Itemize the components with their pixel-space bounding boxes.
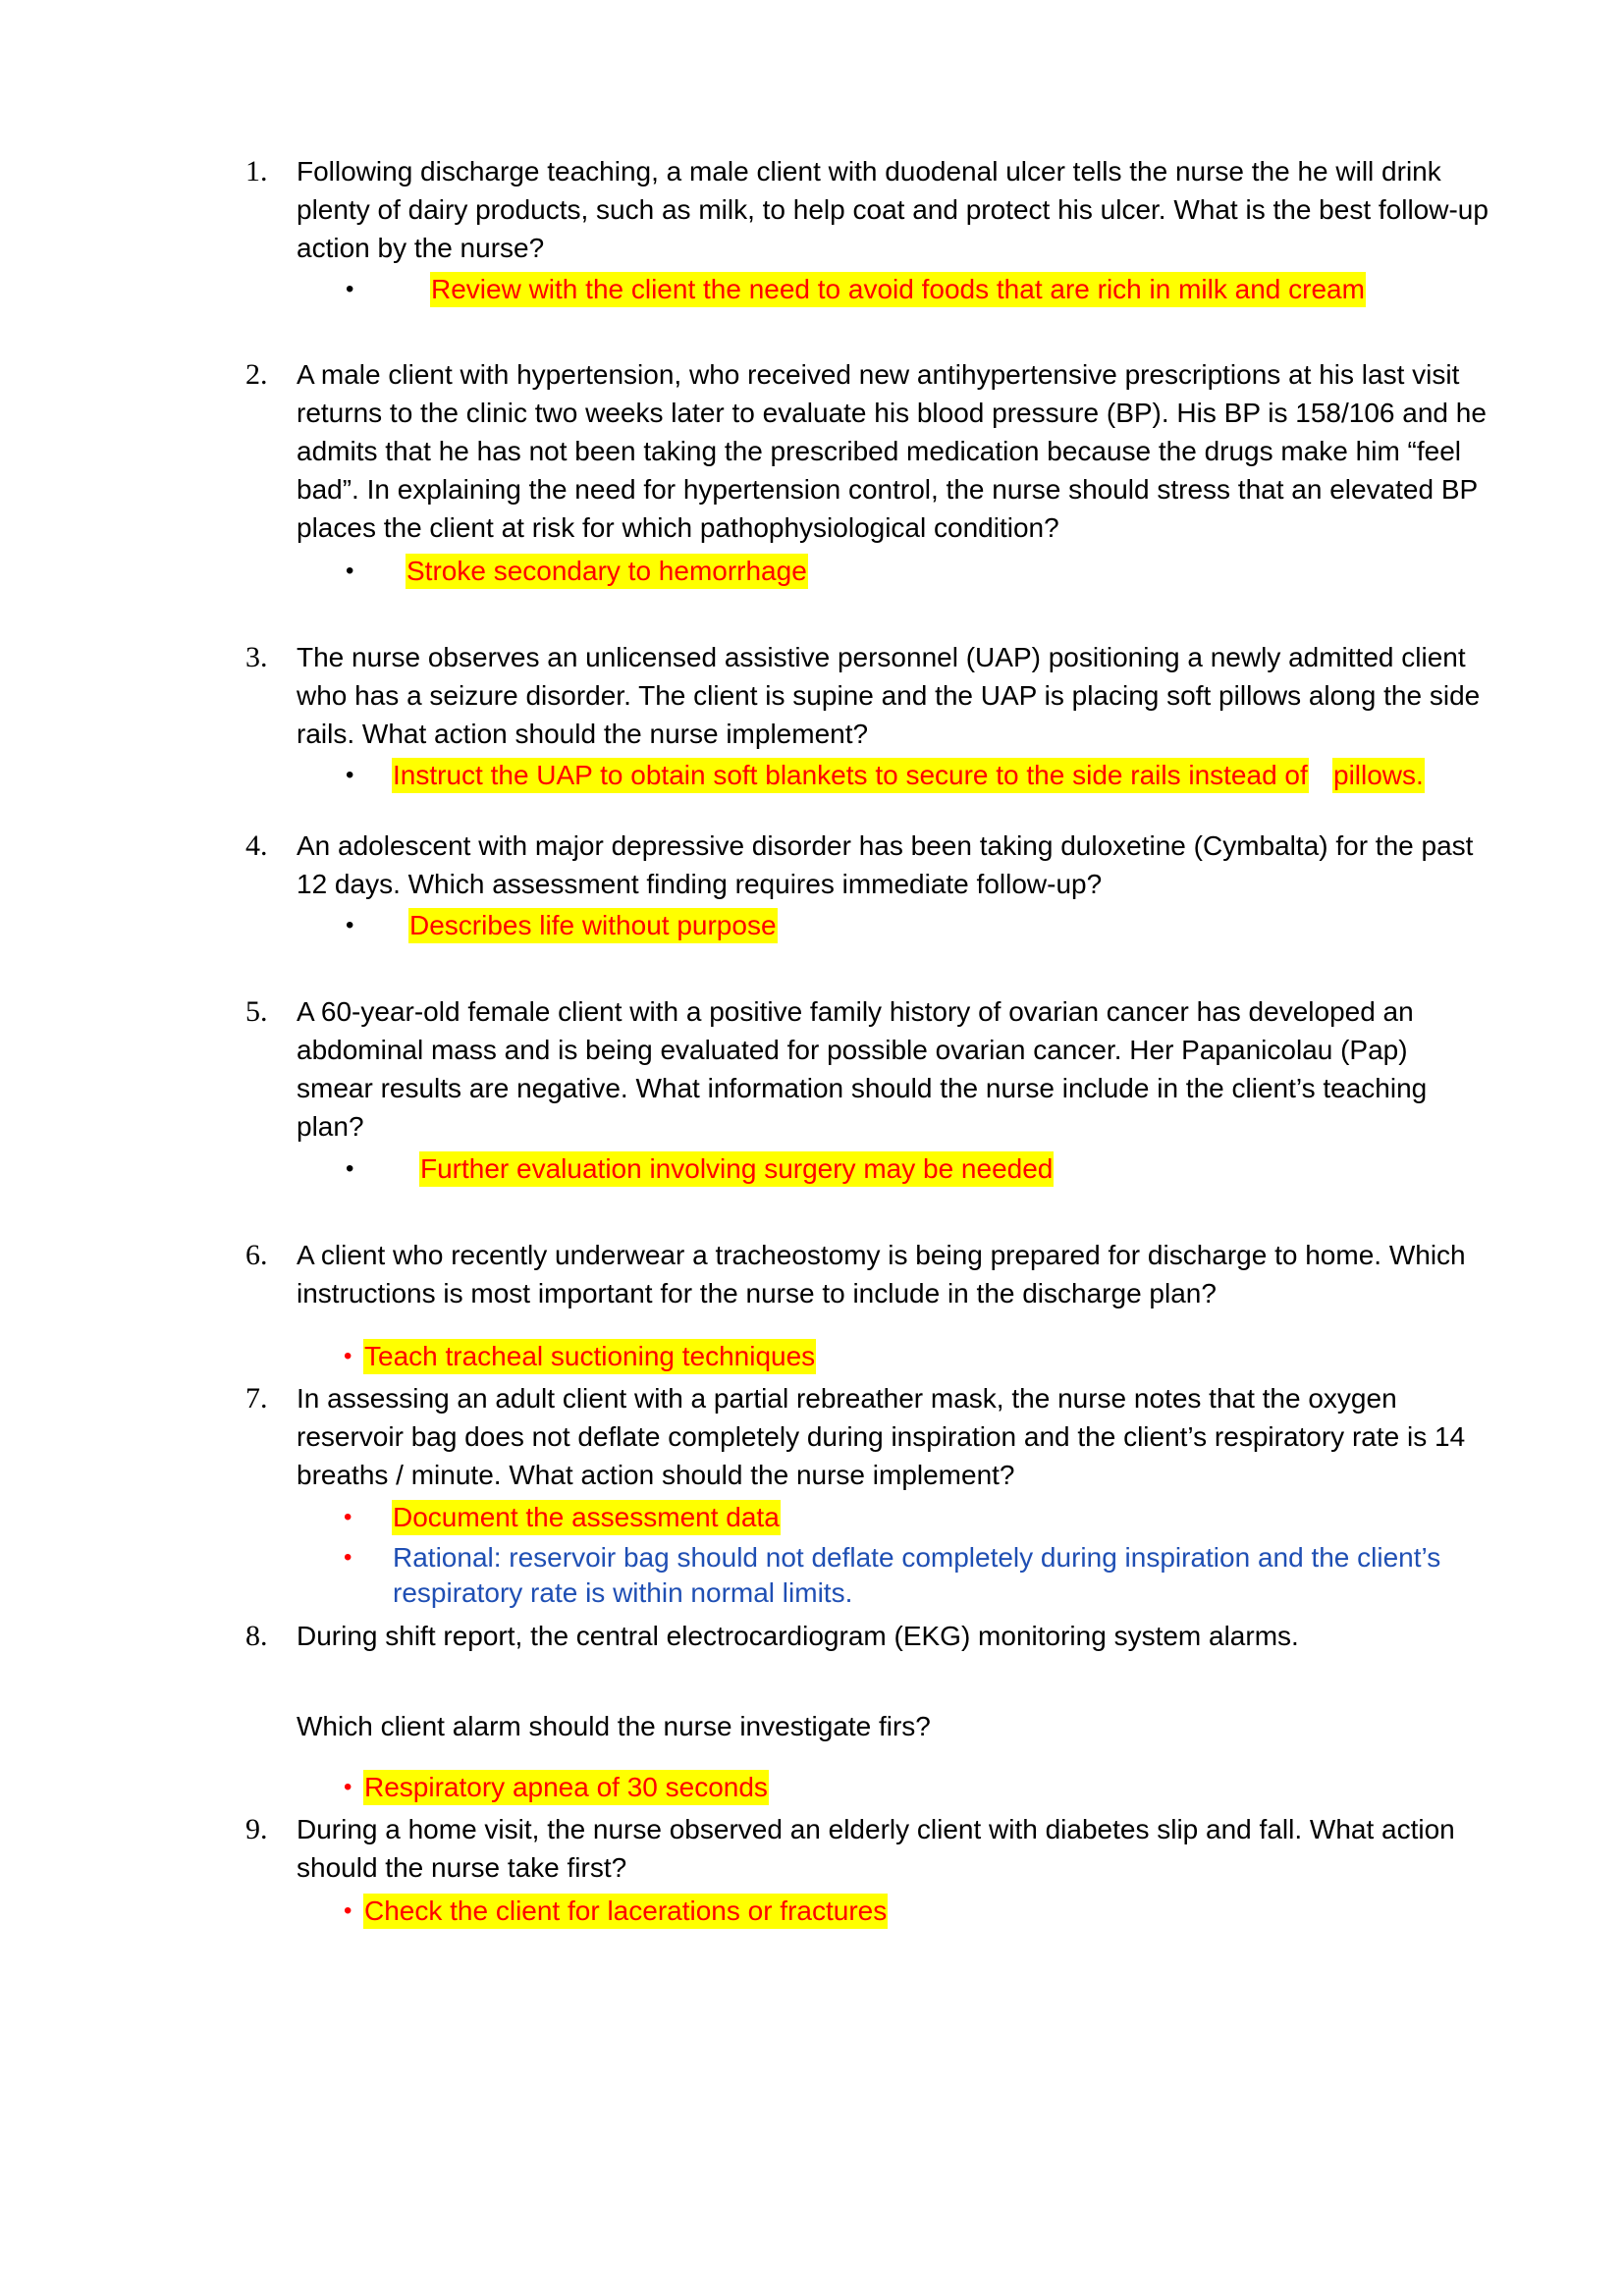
bullet-icon: • xyxy=(344,1343,352,1369)
bullet-icon: • xyxy=(346,762,354,788)
bullet-icon: • xyxy=(344,1504,352,1530)
question-number: 2. xyxy=(245,358,268,391)
question-number: 3. xyxy=(245,641,268,673)
question-text: During a home visit, the nurse observed an elderly client with diabetes slip and fall. What action should the nurse take first? xyxy=(297,1814,1455,1883)
question-text: A male client with hypertension, who received new antihypertensive prescriptions at his last visit returns to the clinic two weeks later to evaluate his blood pressure (BP). His BP is 158/106 and he admits that he has not been taking the prescribed medication because the drugs make him “feel bad”. In explaining the need for hypertension control, the nurse should stress that an elevated BP places the client at risk for which pathophysiological condition? xyxy=(297,359,1487,543)
question-number: 5. xyxy=(245,995,268,1028)
answer-text: Further evaluation involving surgery may be needed xyxy=(419,1151,1054,1187)
answer-text: Instruct the UAP to obtain soft blankets to secure to the side rails instead of xyxy=(392,758,1309,793)
answer-text: Respiratory apnea of 30 seconds xyxy=(363,1770,769,1805)
question-number: 6. xyxy=(245,1239,268,1271)
question-text: A 60-year-old female client with a positive family history of ovarian cancer has developed an abdominal mass and is being evaluated for possible ovarian cancer. Her Papanicolau (Pap) smear results are negative. What information should the nurse include in the client’s teaching plan? xyxy=(297,996,1428,1142)
question-text-followup: Which client alarm should the nurse investigate firs? xyxy=(297,1711,931,1741)
question-number: 7. xyxy=(245,1382,268,1415)
question-text: An adolescent with major depressive disorder has been taking duloxetine (Cymbalta) for the past 12 days. Which assessment finding requires immediate follow-up? xyxy=(297,830,1474,899)
bullet-icon: • xyxy=(344,1774,352,1800)
bullet-icon: • xyxy=(344,1544,352,1571)
question-number: 8. xyxy=(245,1620,268,1652)
answer-text: Check the client for lacerations or fractures xyxy=(363,1894,888,1929)
answer-text: Review with the client the need to avoid foods that are rich in milk and cream xyxy=(430,272,1366,307)
question-text: A client who recently underwear a tracheostomy is being prepared for discharge to home. Which instructions is most important for the nurse to include in the discharge plan? xyxy=(297,1240,1466,1308)
bullet-icon: • xyxy=(346,1155,354,1182)
answer-text: Document the assessment data xyxy=(392,1500,781,1535)
question-text: During shift report, the central electrocardiogram (EKG) monitoring system alarms. xyxy=(297,1621,1299,1651)
rationale-text: Rational: reservoir bag should not deflate completely during inspiration and the client’s respiratory rate is within normal limits. xyxy=(393,1542,1441,1608)
bullet-icon: • xyxy=(346,558,354,584)
answer-text-continued: pillows. xyxy=(1332,758,1425,793)
bullet-icon: • xyxy=(344,1897,352,1924)
answer-text: Stroke secondary to hemorrhage xyxy=(406,554,808,589)
bullet-icon: • xyxy=(346,912,354,938)
question-text: Following discharge teaching, a male client with duodenal ulcer tells the nurse the he will drink plenty of dairy products, such as milk, to help coat and protect his ulcer. What is the best follow-up action by the nurse? xyxy=(297,156,1489,263)
question-number: 9. xyxy=(245,1813,268,1845)
question-text: In assessing an adult client with a partial rebreather mask, the nurse notes that the oxygen reservoir bag does not deflate completely during inspiration and the client’s respiratory rate is 14 breaths / minute. What action should the nurse implement? xyxy=(297,1383,1466,1490)
bullet-icon: • xyxy=(346,276,354,302)
answer-text: Teach tracheal suctioning techniques xyxy=(363,1339,816,1374)
answer-text: Describes life without purpose xyxy=(408,908,778,943)
question-number: 1. xyxy=(245,155,268,187)
question-text: The nurse observes an unlicensed assistive personnel (UAP) positioning a newly admitted client who has a seizure disorder. The client is supine and the UAP is placing soft pillows along the side rails. What action should the nurse implement? xyxy=(297,642,1481,749)
question-number: 4. xyxy=(245,829,268,862)
